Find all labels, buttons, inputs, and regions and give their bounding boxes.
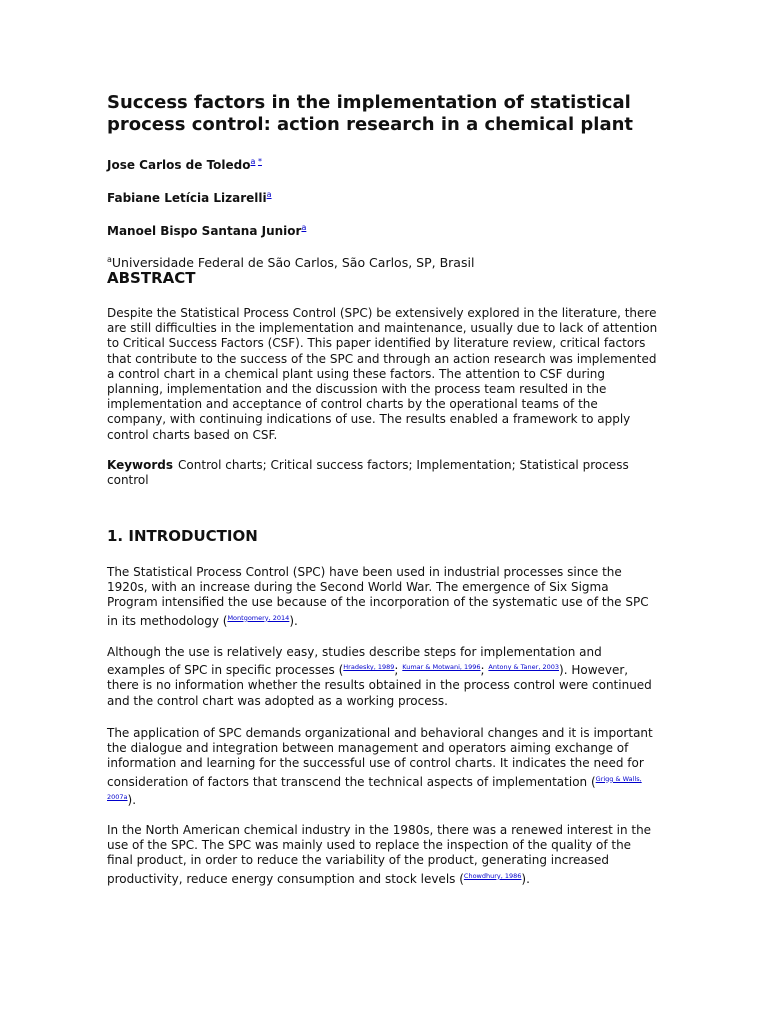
article-title: Success factors in the implementation of statistical process control: action research in a chemical plant [107, 92, 634, 135]
citation-link[interactable]: Hradesky, 1989 [343, 663, 395, 672]
affiliation-link[interactable]: a [301, 223, 307, 232]
author-name: Fabiane Letícia Lizarelli [107, 191, 267, 205]
paragraph-text: ). [521, 871, 530, 886]
affiliation [107, 252, 474, 270]
author-1 [107, 154, 262, 173]
paragraph-text: In the North American chemical industry in the 1980s, there was a renewed interest in the use of the SPC. The SPC was mainly used to replace the inspection of the quality of the final product, in order to reduce the variability of the product, generating increased productivity, reduce energy consumption and stock levels ( [107, 823, 652, 886]
citation-link[interactable]: Montgomery, 2014 [227, 613, 290, 622]
intro-paragraph-4 [107, 823, 659, 887]
affiliation-text: Universidade Federal de São Carlos, São Carlos, SP, Brasil [111, 255, 475, 271]
keywords [107, 458, 659, 488]
intro-paragraph-2 [107, 645, 659, 709]
citation-link[interactable]: Antony & Taner, 2003 [488, 663, 560, 672]
citation-link[interactable]: Kumar & Motwani, 1996 [402, 663, 481, 672]
paragraph-text: ). [289, 613, 298, 628]
author-name: Jose Carlos de Toledo [107, 158, 251, 172]
intro-paragraph-3 [107, 726, 659, 808]
paragraph-text: The application of SPC demands organizational and behavioral changes and it is important the dialogue and integration between management and operators aiming exchange of information and learning for the successful use of control charts. It indicates the need for consideration of factors that transcend the technical aspects of implementation ( [107, 726, 653, 789]
paragraph-text: ). [127, 792, 137, 807]
author-3 [107, 220, 306, 239]
affiliation-link[interactable]: a [266, 190, 272, 199]
citation-link[interactable]: Chowdhury, 1986 [463, 871, 522, 880]
citation-separator: ; [480, 663, 489, 678]
intro-paragraph-1 [107, 565, 659, 629]
introduction-heading: 1. INTRODUCTION [107, 527, 258, 545]
author-2 [107, 187, 272, 206]
corresponding-author-link[interactable]: * [257, 157, 262, 166]
affiliation-marker: a [107, 255, 112, 264]
abstract-text: Despite the Statistical Process Control (SPC) be extensively explored in the literature, there are still difficulties in the implementation and maintenance, usually due to lack of attention to Critical Success Factors (CSF). This paper identified by literature review, critical factors that contribute to the success of the SPC and through an action research was implemented a control chart in a chemical plant using these factors. The attention to CSF during planning, implementation and the discussion with the process team resulted in the implementation and acceptance of control charts by the operational teams of the company, with continuing indications of use. The results enabled a framework to apply control charts based on CSF. [107, 306, 658, 442]
keywords-label: Keywords [107, 458, 174, 472]
author-name: Manoel Bispo Santana Junior [107, 224, 302, 238]
abstract-heading: ABSTRACT [107, 269, 196, 287]
citation-link[interactable]: Grigg & Walls, 2007a [107, 774, 642, 801]
keywords-text: Control charts; Critical success factors; Implementation; Statistical process control [107, 458, 629, 488]
paragraph-text: Although the use is relatively easy, studies describe steps for implementation and examples of SPC in specific processes ( [107, 645, 602, 678]
paragraph-text: The Statistical Process Control (SPC) have been used in industrial processes since the 1920s, with an increase during the Second World War. The emergence of Six Sigma Program intensified the use because of the incorporation of the systematic use of the SPC in its methodology ( [107, 565, 649, 628]
citation-separator: ; [394, 663, 403, 678]
paragraph-text: ). However, there is no information whether the results obtained in the process control were continued and the control chart was adopted as a working process. [107, 663, 652, 708]
affiliation-link[interactable]: a [250, 157, 256, 166]
